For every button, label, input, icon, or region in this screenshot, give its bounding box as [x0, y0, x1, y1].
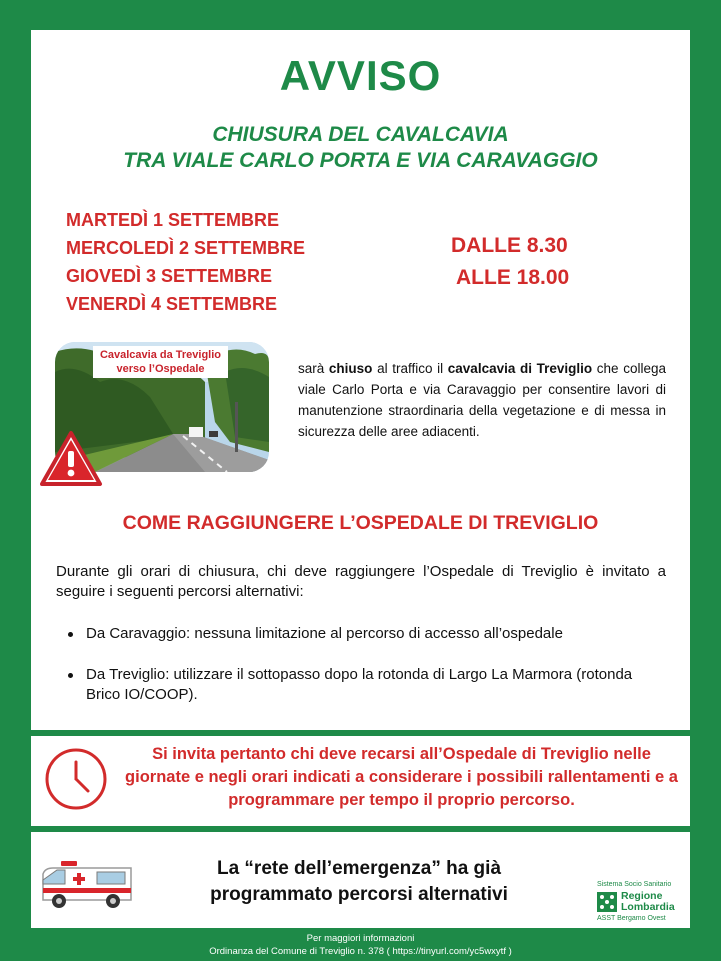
- notice-panel: [31, 736, 690, 826]
- clock-icon: [43, 746, 109, 812]
- logo-name-line-1: Regione: [621, 890, 663, 902]
- network-panel: [31, 832, 690, 928]
- closure-description: [298, 358, 666, 442]
- network-line-1: La “rete dell’emergenza” ha già: [216, 858, 502, 879]
- route-item: Da Treviglio: utilizzare il sottopasso dopo la rotonda di Largo La Marmora (rotonda Brico IO/COOP).: [56, 665, 666, 705]
- hours: [451, 230, 569, 294]
- hours-from: DALLE 8.30: [451, 234, 568, 257]
- route-list: [56, 624, 666, 726]
- closure-bold-closed: chiuso: [328, 361, 373, 376]
- closure-bold-overpass: cavalcavia di Treviglio: [447, 361, 593, 376]
- hours-to: ALLE 18.00: [456, 266, 570, 289]
- section-heading: COME RAGGIUNGERE L’OSPEDALE DI TREVIGLIO: [122, 512, 599, 534]
- logo-name: [621, 891, 675, 913]
- photo-caption: Cavalcavia da Treviglio verso l’Ospedale: [93, 346, 228, 378]
- main-panel: [31, 30, 690, 730]
- warning-icon: [39, 430, 103, 488]
- logo-top-text: Sistema Socio Sanitario: [597, 881, 672, 888]
- subtitle: [31, 122, 690, 174]
- rosa-camuna-icon: [597, 892, 617, 912]
- logo-name-line-2: Lombardia: [621, 901, 675, 913]
- section-intro: Durante gli orari di chiusura, chi deve raggiungere l’Ospedale di Treviglio è invitato a seguire i seguenti percorsi alternativi:: [56, 563, 666, 600]
- notice-text: Si invita pertanto chi deve recarsi all’Ospedale di Treviglio nelle giornate e negli orari indicati a considerare i possibili rallentamenti e a programmare per tempo il proprio percorso.: [125, 745, 678, 809]
- date-item: VENERDÌ 4 SETTEMBRE: [66, 294, 278, 314]
- footer-line-1: Per maggiori informazioni: [306, 933, 415, 944]
- route-item: Da Caravaggio: nessuna limitazione al percorso di accesso all’ospedale: [56, 624, 666, 644]
- footer: [0, 932, 721, 958]
- date-item: MARTEDÌ 1 SETTEMBRE: [66, 210, 280, 230]
- closure-text: sarà: [298, 361, 329, 376]
- date-item: GIOVEDÌ 3 SETTEMBRE: [66, 266, 273, 286]
- date-list: [66, 206, 305, 318]
- closure-text: al traffico il: [372, 361, 448, 376]
- logo-subtitle: ASST Bergamo Ovest: [597, 915, 666, 922]
- subtitle-line-1: CHIUSURA DEL CAVALCAVIA: [212, 123, 509, 146]
- network-line-2: programmato percorsi alternativi: [210, 884, 508, 905]
- closure-text: che collega viale Carlo Porta e via Caravaggio per consentire lavori di manutenzione straordinaria della vegetazione e di messa in sicurezza delle aree adiacenti.: [298, 361, 666, 439]
- date-item: MERCOLEDÌ 2 SETTEMBRE: [66, 238, 306, 258]
- footer-line-2: Ordinanza del Comune di Treviglio n. 378 ( https://tinyurl.com/yc5wxytf ): [209, 946, 512, 957]
- subtitle-line-2: TRA VIALE CARLO PORTA E VIA CARAVAGGIO: [123, 149, 598, 172]
- regione-lombardia-logo: [597, 880, 687, 924]
- network-message: [179, 856, 539, 908]
- page-title: AVVISO: [279, 52, 442, 99]
- ambulance-icon: [39, 858, 135, 910]
